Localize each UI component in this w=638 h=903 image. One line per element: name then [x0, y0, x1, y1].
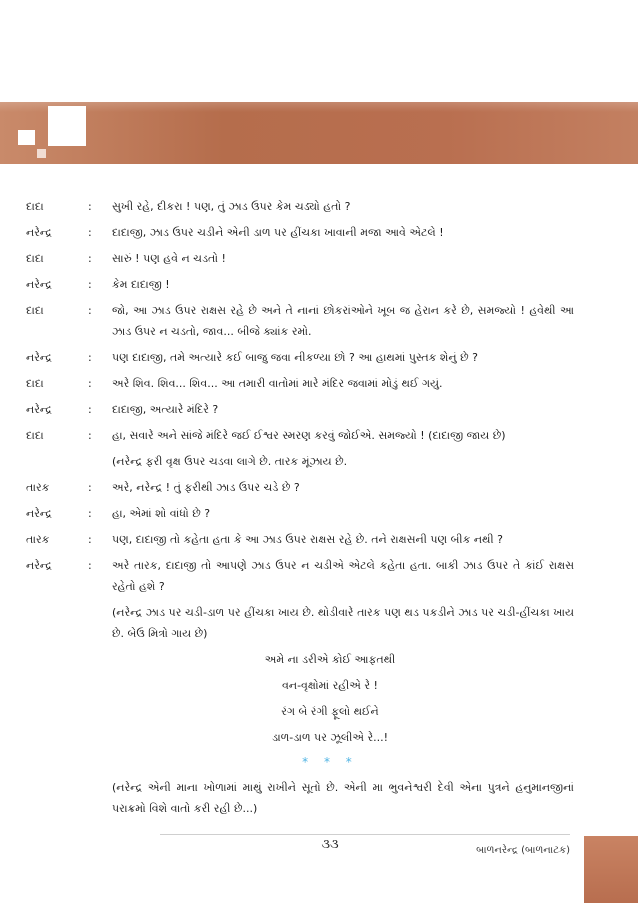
dialogue-line: [26, 555, 574, 597]
speaker-colon: :: [88, 304, 92, 317]
page-number: ૩૩: [300, 837, 360, 852]
footer-title: બાળનરેન્દ્ર (બાળનાટક): [476, 845, 570, 856]
dialogue-text: અરે તારક, દાદાજી તો આપણે ઝાડ ઉપર ન ચડીએ એટલે કહેતા હતા. બાકી ઝાડ ઉપર તે કાંઈ રાક્ષસ રહેતો હશે ?: [112, 559, 574, 593]
speaker-colon: :: [88, 429, 92, 442]
dialogue-text: સારું ! પણ હવે ન ચડતો !: [112, 252, 226, 265]
speaker-colon: :: [88, 377, 92, 390]
dialogue-line: [26, 373, 574, 394]
speaker-name: નરેન્દ્ર: [26, 351, 52, 364]
speaker-colon: :: [88, 507, 92, 520]
dialogue-line: [26, 529, 574, 550]
speaker-name: નરેન્દ્ર: [26, 403, 52, 416]
speaker-colon: :: [88, 200, 92, 213]
speaker-name: નરેન્દ્ર: [26, 278, 52, 291]
dialogue-text: જો, આ ઝાડ ઉપર રાક્ષસ રહે છે અને તે નાનાં છોકરાંઓને ખૂબ જ હેરાન કરે છે, સમજ્યો ! હવેથી આ ઝાડ ઉપર ન ચડતો, જાવ... બીજે ક્યાંક રમો.: [112, 304, 574, 338]
speaker-name: તારક: [26, 533, 50, 546]
speaker-name: દાદા: [26, 200, 44, 213]
speaker-colon: :: [88, 403, 92, 416]
page-side-tab: [584, 836, 638, 903]
speaker-name: દાદા: [26, 252, 44, 265]
decorative-square-large: [48, 106, 86, 146]
dialogue-line: [26, 347, 574, 368]
dialogue-text: પણ, દાદાજી તો કહેતા હતા કે આ ઝાડ ઉપર રાક્ષસ રહે છે. તને રાક્ષસની પણ બીક નથી ?: [112, 533, 503, 546]
dialogue-text: દાદાજી, ઝાડ ઉપર ચડીને એની ડાળ પર હીંચકા ખાવાની મજા આવે એટલે !: [112, 226, 444, 239]
song-line: રંગ બે રંગી ફૂલો થઈને: [281, 705, 379, 718]
speaker-colon: :: [88, 226, 92, 239]
dialogue-line: [26, 477, 574, 498]
play-text: [26, 196, 574, 824]
dialogue-line: [26, 222, 574, 243]
speaker-name: દાદા: [26, 304, 44, 317]
dialogue-line: [26, 300, 574, 342]
header-band: [0, 102, 638, 164]
stage-direction: (નરેન્દ્ર એની માના ખોળામાં માથું રાખીને સૂતો છે. એની મા ભુવનેશ્વરી દેવી એના પુત્રને હનુમાનજીનાં પરાક્રમો વિશે વાતો કરી રહી છે...): [112, 781, 574, 815]
dialogue-text: સુખી રહે, દીકરા ! પણ, તું ઝાડ ઉપર કેમ ચડ્યો હતો ?: [112, 200, 351, 213]
stage-direction: (નરેન્દ્ર ઝાડ પર ચડી-ડાળ પર હીંચકા ખાય છે. થોડીવારે તારક પણ થડ પકડીને ઝાડ પર ચડી-હીંચકા ખાય છે. બેઉ મિત્રો ગાય છે): [112, 606, 574, 640]
speaker-name: નરેન્દ્ર: [26, 559, 52, 572]
decorative-square-tiny: [37, 149, 46, 158]
speaker-colon: :: [88, 533, 92, 546]
decorative-square-small: [18, 130, 35, 145]
dialogue-text: પણ દાદાજી, તમે અત્યારે કઈ બાજુ જવા નીકળ્યા છો ? આ હાથમાં પુસ્તક શેનું છે ?: [112, 351, 478, 364]
dialogue-text: હા, એમાં શો વાંધો છે ?: [112, 507, 211, 520]
dialogue-text: કેમ દાદાજી !: [112, 278, 170, 291]
dialogue-line: [26, 248, 574, 269]
dialogue-line: [26, 425, 574, 446]
speaker-colon: :: [88, 351, 92, 364]
song-line: વન-વૃક્ષોમાં રહીએ રે !: [282, 679, 378, 692]
speaker-name: નરેન્દ્ર: [26, 226, 52, 239]
song-verse: [26, 649, 574, 748]
dialogue-line: [26, 399, 574, 420]
dialogue-line: [26, 196, 574, 217]
stage-direction: (નરેન્દ્ર ફરી વૃક્ષ ઉપર ચડવા લાગે છે. તારક મૂંઝાય છે.: [112, 455, 348, 468]
speaker-name: તારક: [26, 481, 50, 494]
speaker-colon: :: [88, 278, 92, 291]
dialogue-line: [26, 503, 574, 524]
song-line: અમે ના ડરીએ કોઈ આફતથી: [264, 653, 396, 666]
speaker-colon: :: [88, 252, 92, 265]
dialogue-text: દાદાજી, અત્યારે મંદિરે ?: [112, 403, 219, 416]
dialogue-text: અરે શિવ. શિવ... શિવ... આ તમારી વાતોમાં મારે મંદિર જવામાં મોડું થઈ ગયું.: [112, 377, 443, 390]
speaker-name: દાદા: [26, 377, 44, 390]
speaker-colon: :: [88, 481, 92, 494]
song-line: ડાળ-ડાળ પર ઝૂલીએ રે...!: [271, 731, 389, 744]
dialogue-line: [26, 274, 574, 295]
speaker-name: દાદા: [26, 429, 44, 442]
speaker-colon: :: [88, 559, 92, 572]
section-separator: * * *: [302, 755, 358, 769]
dialogue-text: અરે, નરેન્દ્ર ! તું ફરીથી ઝાડ ઉપર ચડે છે ?: [112, 481, 300, 494]
speaker-name: નરેન્દ્ર: [26, 507, 52, 520]
dialogue-text: હા, સવારે અને સાંજે મંદિરે જઈ ઈશ્વર સ્મરણ કરવું જોઈએ. સમજ્યો ! (દાદાજી જાય છે): [112, 429, 506, 442]
